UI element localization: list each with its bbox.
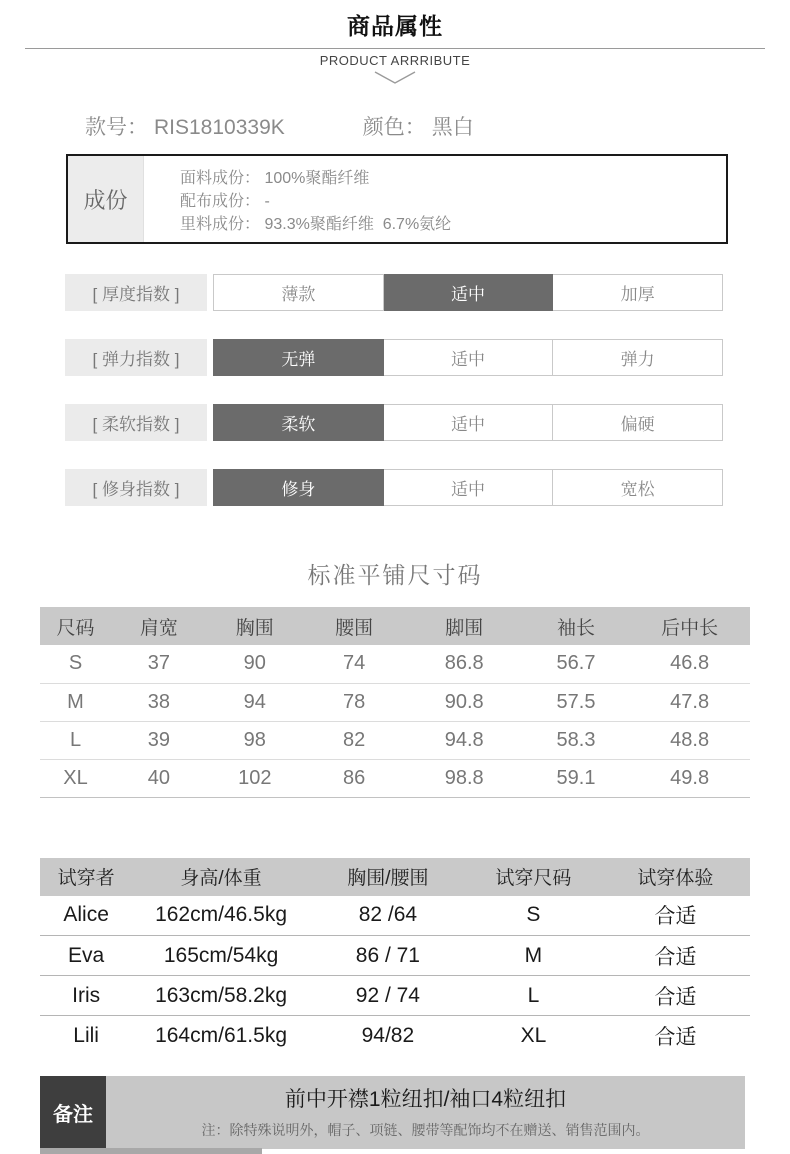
remark-note-text: 注：除特殊说明外，帽子、项链、腰带等配饰均不在赠送、销售范围内。 xyxy=(201,1121,650,1138)
option-medium: 适中 xyxy=(384,274,554,311)
cell: 56.7 xyxy=(523,645,630,683)
fit-options xyxy=(213,469,723,506)
fit-table xyxy=(40,858,750,1056)
thickness-options xyxy=(213,274,723,311)
composition-label: 成份 xyxy=(68,156,144,242)
matching-fabric-composition: 配布成份： - xyxy=(180,193,270,210)
option-thin: 薄款 xyxy=(213,274,384,311)
cell: 165cm/54kg xyxy=(132,936,310,976)
cell: Alice xyxy=(40,896,132,936)
remark-label: 备注 xyxy=(40,1076,106,1149)
col-model: 试穿者 xyxy=(40,858,132,896)
composition-box xyxy=(66,154,728,244)
cell: 86 / 71 xyxy=(310,936,466,976)
color-label: 颜色： xyxy=(362,116,426,139)
remark-body xyxy=(106,1076,745,1149)
option-loose: 宽松 xyxy=(553,469,723,506)
section-header xyxy=(0,0,790,85)
page-subtitle: PRODUCT ARRRIBUTE xyxy=(319,53,471,68)
remark-main-text: 前中开襟1粒纽扣/袖口4粒纽扣 xyxy=(284,1087,567,1111)
softness-index-label: [ 柔软指数 ] xyxy=(65,404,207,441)
cell: 162cm/46.5kg xyxy=(132,896,310,936)
col-waist: 腰围 xyxy=(303,607,406,645)
option-hard: 偏硬 xyxy=(553,404,723,441)
color-value: 黑白 xyxy=(431,116,474,139)
softness-index-row xyxy=(65,404,723,441)
cell: 163cm/58.2kg xyxy=(132,976,310,1016)
cell: XL xyxy=(520,1023,547,1047)
cell: 39 xyxy=(111,721,207,759)
cell: 47.8 xyxy=(629,683,750,721)
cell: 37 xyxy=(111,645,207,683)
cell: 78 xyxy=(303,683,406,721)
table-row xyxy=(40,976,750,1016)
model-label: 款号： xyxy=(85,116,148,139)
composition-body xyxy=(144,156,726,242)
size-chart-title: 标准平铺尺寸码 xyxy=(307,562,483,588)
cell: 合适 xyxy=(654,1025,697,1049)
table-row xyxy=(40,721,750,759)
fit-table-header xyxy=(40,858,750,896)
model-color-row xyxy=(85,111,790,141)
header-divider xyxy=(25,48,765,85)
table-row xyxy=(40,683,750,721)
fabric-composition: 面料成份： 100%聚酯纤维 xyxy=(180,170,370,187)
table-row xyxy=(40,936,750,976)
option-slim: 修身 xyxy=(213,469,384,506)
cell: 合适 xyxy=(601,976,750,1016)
fit-index-label: [ 修身指数 ] xyxy=(65,469,207,506)
col-back-length: 后中长 xyxy=(629,607,750,645)
cell: 合适 xyxy=(601,896,750,936)
col-size: 尺码 xyxy=(40,607,111,645)
cell: 94 xyxy=(207,683,303,721)
cell: M xyxy=(466,936,601,976)
thickness-index-row xyxy=(65,274,723,311)
elasticity-index-label: [ 弹力指数 ] xyxy=(65,339,207,376)
option-medium: 适中 xyxy=(384,404,554,441)
col-bust-waist: 胸围/腰围 xyxy=(310,858,466,896)
cell: 38 xyxy=(111,683,207,721)
cell: 94.8 xyxy=(406,721,523,759)
option-no-stretch: 无弹 xyxy=(213,339,384,376)
cell: Iris xyxy=(40,976,132,1016)
table-row xyxy=(40,759,750,797)
cell: L xyxy=(40,721,111,759)
option-thick: 加厚 xyxy=(553,274,723,311)
thickness-index-label: [ 厚度指数 ] xyxy=(65,274,207,311)
page-title: 商品属性 xyxy=(347,13,443,39)
cell: 86 xyxy=(303,759,406,797)
cell: 82 /64 xyxy=(310,896,466,936)
cell: L xyxy=(466,976,601,1016)
col-experience: 试穿体验 xyxy=(601,858,750,896)
cell: 90.8 xyxy=(406,683,523,721)
cell: S xyxy=(40,645,111,683)
col-shoulder: 肩宽 xyxy=(111,607,207,645)
cell: XL xyxy=(40,759,111,797)
cell: 86.8 xyxy=(406,645,523,683)
col-hem: 脚围 xyxy=(406,607,523,645)
table-row xyxy=(40,645,750,683)
cell: 98.8 xyxy=(406,759,523,797)
size-table-header xyxy=(40,607,750,645)
lining-composition: 里料成份： 93.3%聚酯纤维 6.7%氨纶 xyxy=(180,216,452,233)
cell: 40 xyxy=(111,759,207,797)
col-bust: 胸围 xyxy=(207,607,303,645)
col-height-weight: 身高/体重 xyxy=(132,858,310,896)
fit-index-row xyxy=(65,469,723,506)
cell: 46.8 xyxy=(629,645,750,683)
cell: 90 xyxy=(207,645,303,683)
cell: 59.1 xyxy=(523,759,630,797)
elasticity-index-row xyxy=(65,339,723,376)
option-medium: 适中 xyxy=(384,339,554,376)
cell: M xyxy=(40,683,111,721)
cell: S xyxy=(466,896,601,936)
col-tried-size: 试穿尺码 xyxy=(466,858,601,896)
remark-section xyxy=(40,1076,745,1149)
size-table xyxy=(40,607,750,798)
cell: 102 xyxy=(207,759,303,797)
cell: 98 xyxy=(207,721,303,759)
cell: 57.5 xyxy=(523,683,630,721)
option-medium: 适中 xyxy=(384,469,554,506)
cell: Lili xyxy=(73,1023,99,1047)
cell: Eva xyxy=(40,936,132,976)
option-stretch: 弹力 xyxy=(553,339,723,376)
cell: 82 xyxy=(303,721,406,759)
cell: 58.3 xyxy=(523,721,630,759)
model-value: RIS1810339K xyxy=(154,116,285,139)
elasticity-options xyxy=(213,339,723,376)
cell: 48.8 xyxy=(629,721,750,759)
cell: 合适 xyxy=(601,936,750,976)
option-soft: 柔软 xyxy=(213,404,384,441)
softness-options xyxy=(213,404,723,441)
table-row xyxy=(40,896,750,936)
next-section-edge xyxy=(40,1148,262,1154)
cell: 94/82 xyxy=(361,1023,415,1047)
cell: 74 xyxy=(303,645,406,683)
cell: 49.8 xyxy=(629,759,750,797)
cell: 164cm/61.5kg xyxy=(155,1023,287,1047)
table-row xyxy=(40,1016,750,1056)
col-sleeve: 袖长 xyxy=(523,607,630,645)
cell: 92 / 74 xyxy=(310,976,466,1016)
chevron-down-icon xyxy=(25,70,765,85)
